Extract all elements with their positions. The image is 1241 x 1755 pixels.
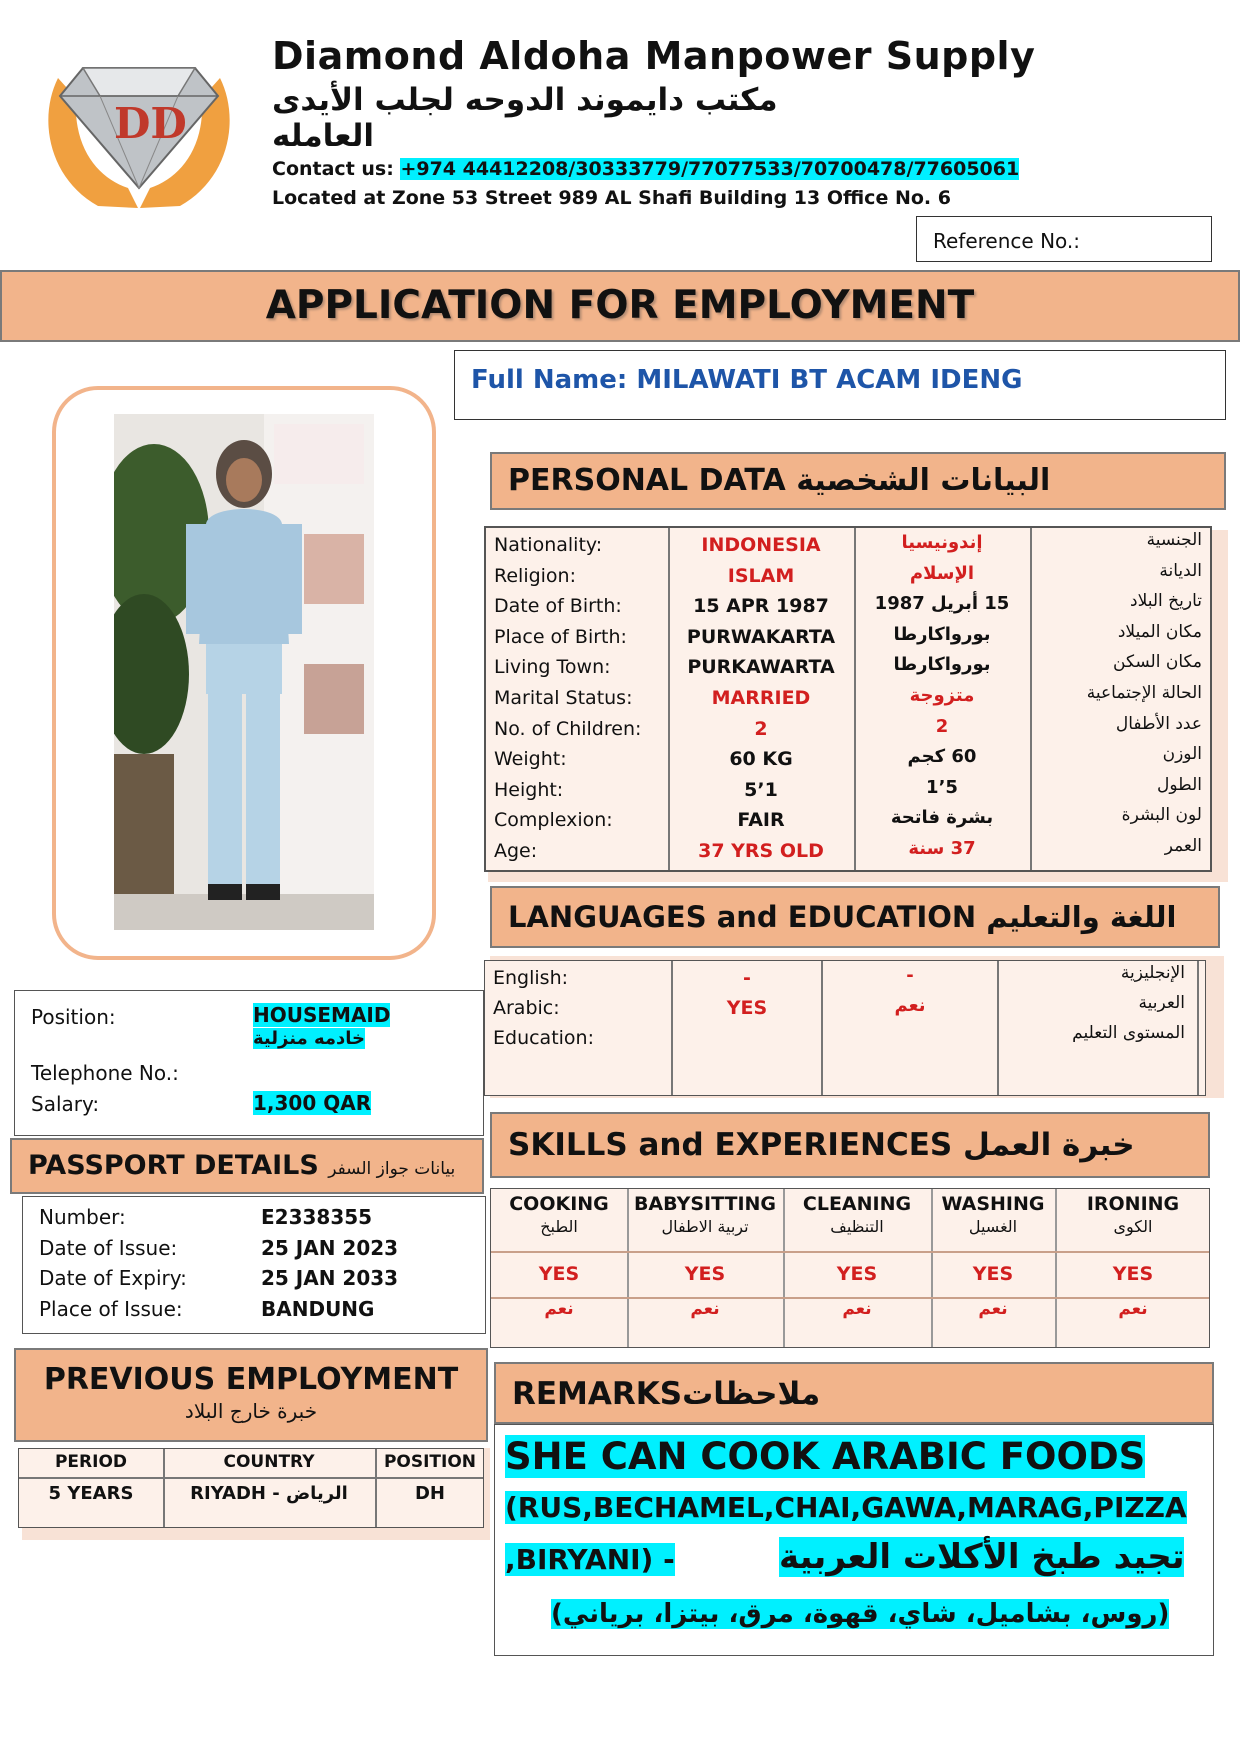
position-value: HOUSEMAID xyxy=(253,1003,391,1027)
passport-heading xyxy=(10,1138,484,1194)
personal-label-ar: الديانة xyxy=(1159,560,1202,581)
personal-value: 37 YRS OLD xyxy=(698,840,824,862)
language-label: Education: xyxy=(493,1027,594,1049)
personal-value-ar: بشرة فاتحة xyxy=(890,807,994,829)
contact-label: Contact us: xyxy=(272,158,401,180)
skill-name: WASHING xyxy=(941,1193,1045,1215)
language-label-ar: العربية xyxy=(1138,993,1185,1013)
skills-heading-ar: خبرة العمل xyxy=(963,1127,1135,1163)
personal-label-ar: العمر xyxy=(1164,836,1202,856)
salary-value-wrap xyxy=(253,1091,371,1115)
personal-value-ar: متزوجة xyxy=(909,685,975,706)
remarks-line2: (RUS,BECHAMEL,CHAI,GAWA,MARAG,PIZZA xyxy=(505,1491,1187,1524)
personal-value-ar: 37 سنة xyxy=(908,838,976,859)
passport-label: Number: xyxy=(39,1205,126,1229)
languages-heading xyxy=(490,886,1220,948)
company-name-ar: مكتب دايموند الدوحه لجلب الأيدى العامله xyxy=(272,82,778,154)
personal-label-ar: مكان السكن xyxy=(1113,652,1202,673)
passport-label: Date of Issue: xyxy=(39,1235,178,1260)
skill-name: COOKING xyxy=(509,1193,609,1215)
reference-label: Reference No.: xyxy=(933,229,1081,253)
personal-value-ar: بورواكارطا xyxy=(893,654,991,676)
telephone-label: Telephone No.: xyxy=(31,1061,179,1085)
personal-label: Date of Birth: xyxy=(494,595,622,618)
personal-value-ar: الإسلام xyxy=(909,562,975,584)
personal-value: 15 APR 1987 xyxy=(693,595,829,618)
personal-value: FAIR xyxy=(737,809,785,832)
personal-label-ar: مكان الميلاد xyxy=(1117,621,1202,642)
languages-heading-ar: اللغة والتعليم xyxy=(986,900,1177,934)
personal-label: Height: xyxy=(494,778,564,801)
passport-label: Date of Expiry: xyxy=(39,1266,187,1290)
personal-label: Weight: xyxy=(494,748,567,771)
remarks-line3-ar: تجيد طبخ الأكلات العربية xyxy=(779,1537,1185,1577)
skill-name-ar: تربية الاطفال xyxy=(661,1217,749,1236)
skill-name-ar: الطبخ xyxy=(540,1217,578,1236)
language-label-ar: الإنجليزية xyxy=(1120,963,1185,983)
prev-cell: RIYADH - الرياض xyxy=(190,1483,348,1504)
language-value-ar: - xyxy=(906,965,914,986)
previous-employment-table xyxy=(18,1448,484,1528)
remarks-line3-en: ,BIRYANI) - xyxy=(505,1543,675,1576)
personal-value: 5’1 xyxy=(744,778,778,801)
company-logo xyxy=(28,38,250,216)
skills-heading-en: SKILLS and EXPERIENCES xyxy=(508,1127,953,1163)
personal-value: PURKAWARTA xyxy=(687,656,835,679)
full-name: Full Name: MILAWATI BT ACAM IDENG xyxy=(454,350,1226,420)
personal-label-ar: الوزن xyxy=(1162,744,1202,765)
position-label: Position: xyxy=(31,1005,116,1029)
prev-column-header: COUNTRY xyxy=(223,1452,315,1472)
salary-label: Salary: xyxy=(31,1092,100,1116)
skill-name-ar: الغسيل xyxy=(968,1217,1018,1236)
personal-label: Religion: xyxy=(494,564,577,587)
language-value-ar: نعم xyxy=(894,995,926,1016)
personal-value-ar: بورواكارطا xyxy=(893,623,991,645)
language-value: - xyxy=(743,967,751,989)
passport-value: E2338355 xyxy=(261,1205,373,1229)
skill-value-ar: نعم xyxy=(978,1299,1008,1319)
remarks-box xyxy=(494,1424,1214,1656)
personal-label-ar: الطول xyxy=(1157,774,1202,795)
skill-name: CLEANING xyxy=(802,1193,912,1215)
personal-label: Place of Birth: xyxy=(494,625,627,648)
skill-name-ar: الكوى xyxy=(1113,1217,1153,1236)
personal-value-ar: 2 xyxy=(935,715,949,737)
language-label: English: xyxy=(493,967,569,989)
salary-value: 1,300 QAR xyxy=(253,1091,372,1115)
personal-label-ar: تاريخ البلاد xyxy=(1130,591,1202,612)
skill-value-ar: نعم xyxy=(1118,1299,1148,1319)
svg-text:DD: DD xyxy=(114,99,187,148)
passport-value: BANDUNG xyxy=(261,1296,375,1321)
passport-value: 25 JAN 2023 xyxy=(261,1235,399,1260)
remarks-line4: (روس، بشاميل، شاي، قهوة، مرق، بيتزا، برياني) xyxy=(551,1599,1170,1629)
reference-box xyxy=(916,216,1212,262)
skill-value: YES xyxy=(1112,1263,1154,1285)
skill-value-ar: نعم xyxy=(544,1299,574,1319)
skill-value-ar: نعم xyxy=(690,1299,720,1319)
personal-label: Marital Status: xyxy=(494,687,633,709)
skill-name: BABYSITTING xyxy=(633,1193,777,1215)
personal-value: MARRIED xyxy=(711,687,811,709)
personal-value-ar: 60 كجم xyxy=(907,746,977,768)
position-value-ar: خادمه منزلية xyxy=(253,1028,366,1049)
applicant-photo xyxy=(114,414,374,930)
passport-value: 25 JAN 2033 xyxy=(261,1266,399,1290)
personal-label-ar: الجنسية xyxy=(1146,530,1202,550)
personal-heading-en: PERSONAL DATA xyxy=(508,463,786,498)
skills-table xyxy=(490,1188,1210,1348)
passport-table xyxy=(22,1196,486,1334)
passport-heading-en: PASSPORT DETAILS xyxy=(28,1150,319,1181)
skill-value: YES xyxy=(972,1263,1014,1285)
office-location: Located at Zone 53 Street 989 AL Shafi Building 13 Office No. 6 xyxy=(272,187,951,209)
personal-value: ISLAM xyxy=(727,564,795,587)
contact-numbers: +974 44412208/30333779/77077533/70700478/77605061 xyxy=(400,158,1020,180)
skills-heading xyxy=(490,1112,1210,1178)
remarks-heading: REMARKSملاحظات xyxy=(494,1362,1214,1424)
languages-table xyxy=(484,960,1206,1096)
personal-data-heading xyxy=(490,452,1226,510)
skill-value: YES xyxy=(684,1263,726,1285)
company-name-en: Diamond Aldoha Manpower Supply xyxy=(272,34,1036,78)
skills-row-line xyxy=(491,1251,1209,1253)
language-value: YES xyxy=(726,997,768,1019)
personal-value: PURWAKARTA xyxy=(686,625,836,648)
personal-value: 60 KG xyxy=(729,748,793,771)
personal-value-ar: 5’1 xyxy=(926,776,958,798)
prev-cell: DH xyxy=(414,1483,445,1504)
personal-label: Nationality: xyxy=(494,534,603,556)
personal-value: 2 xyxy=(754,717,768,740)
skill-name: IRONING xyxy=(1086,1193,1180,1215)
previous-heading-ar: خبرة خارج البلاد xyxy=(184,1399,318,1423)
skill-value-ar: نعم xyxy=(842,1299,872,1319)
skill-value: YES xyxy=(538,1263,580,1285)
personal-value-ar: 15 أبريل 1987 xyxy=(874,593,1010,615)
personal-data-table xyxy=(484,526,1212,872)
remarks-line1: SHE CAN COOK ARABIC FOODS xyxy=(505,1435,1146,1478)
previous-heading-en: PREVIOUS EMPLOYMENT xyxy=(43,1362,459,1397)
personal-label-ar: عدد الأطفال xyxy=(1115,713,1202,734)
personal-label-ar: لون البشرة xyxy=(1121,805,1202,826)
previous-employment-heading xyxy=(14,1348,488,1442)
personal-label: Age: xyxy=(494,840,538,862)
personal-label: Living Town: xyxy=(494,656,611,679)
personal-label: Complexion: xyxy=(494,809,613,832)
languages-heading-en: LANGUAGES and EDUCATION xyxy=(508,900,977,934)
language-label-ar: المستوى التعليم xyxy=(1072,1023,1185,1043)
position-value-wrap xyxy=(253,1003,390,1049)
prev-cell: 5 YEARS xyxy=(48,1483,134,1504)
personal-label-ar: الحالة الإجتماعية xyxy=(1086,683,1202,703)
prev-column-header: PERIOD xyxy=(54,1452,128,1472)
prev-column-header: POSITION xyxy=(383,1452,477,1472)
personal-heading-ar: البيانات الشخصية xyxy=(796,463,1051,498)
contact-line xyxy=(272,158,1019,180)
personal-label: No. of Children: xyxy=(494,717,642,740)
skill-name-ar: التنظيف xyxy=(830,1217,884,1236)
prev-header-line xyxy=(19,1477,483,1479)
passport-label: Place of Issue: xyxy=(39,1296,183,1321)
passport-heading-ar: بيانات جواز السفر xyxy=(328,1159,456,1179)
job-details-box xyxy=(14,990,484,1136)
skill-value: YES xyxy=(836,1263,878,1285)
personal-value: INDONESIA xyxy=(701,534,821,556)
language-label: Arabic: xyxy=(493,997,560,1019)
personal-value-ar: إندونيسيا xyxy=(901,532,983,553)
form-title: APPLICATION FOR EMPLOYMENT xyxy=(0,270,1240,342)
